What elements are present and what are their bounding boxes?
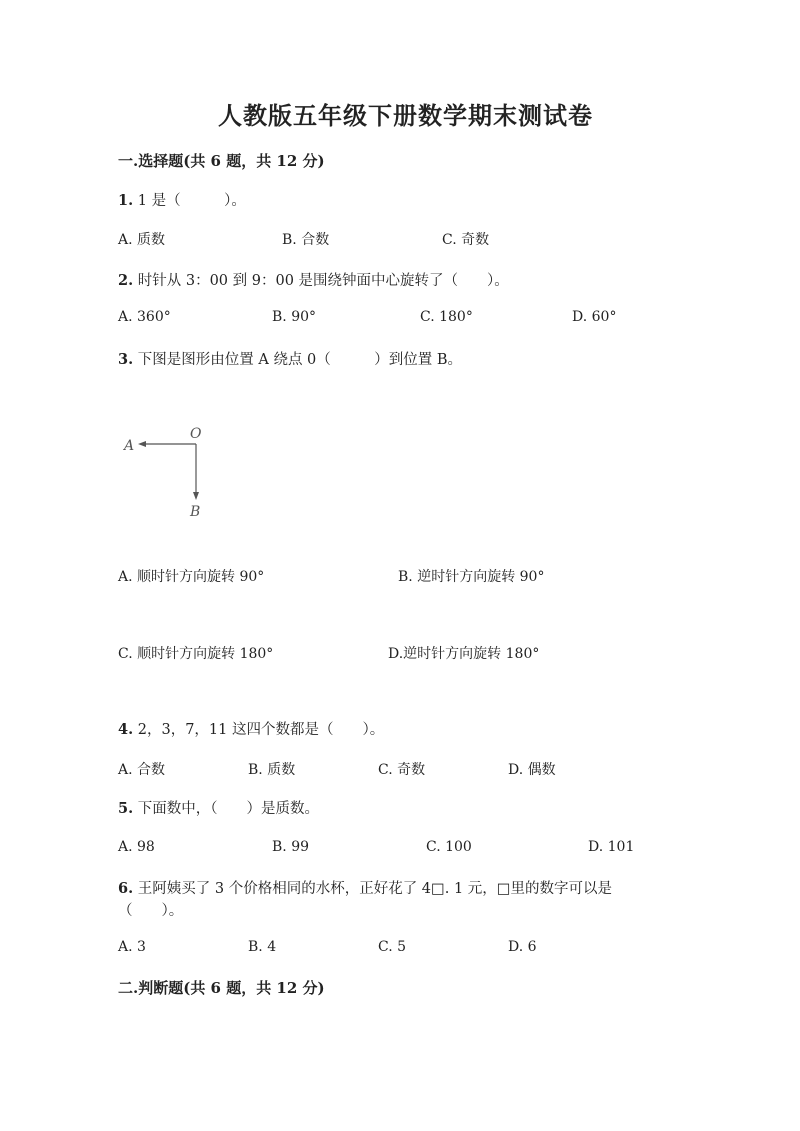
option-2c: C. 180° [420, 309, 473, 325]
arrow-left-icon [138, 441, 146, 447]
option-6a: A. 3 [118, 939, 146, 955]
question-number: 2. [118, 272, 134, 289]
rotation-diagram [118, 420, 218, 520]
option-4c: C. 奇数 [378, 762, 426, 778]
option-1c: C. 奇数 [442, 232, 490, 248]
question-4 [118, 718, 384, 739]
option-1a: A. 质数 [118, 232, 166, 248]
option-3a: A. 顺时针方向旋转 90° [118, 569, 265, 585]
option-2b: B. 90° [272, 309, 317, 325]
question-3 [118, 348, 462, 369]
question-6 [118, 877, 612, 898]
question-text: 2，3，7，11 这四个数都是（ ）。 [137, 722, 385, 738]
question-text: 时针从 3：00 到 9：00 是围绕钟面中心旋转了（ ）。 [137, 273, 509, 289]
question-number: 4. [118, 721, 134, 738]
question-number: 6. [118, 880, 134, 897]
arrow-down-icon [193, 492, 199, 500]
option-6d: D. 6 [508, 939, 537, 955]
question-text: 1 是（ ）。 [137, 193, 246, 209]
option-2a: A. 360° [118, 309, 171, 325]
label-b: B [190, 504, 201, 520]
page-title: 人教版五年级下册数学期末测试卷 [218, 101, 593, 130]
option-5d: D. 101 [588, 839, 635, 855]
option-1b: B. 合数 [282, 232, 330, 248]
option-3c: C. 顺时针方向旋转 180° [118, 646, 274, 662]
question-number: 1. [118, 192, 134, 209]
label-o: O [190, 426, 202, 442]
option-5b: B. 99 [272, 839, 310, 855]
question-2 [118, 269, 509, 290]
option-3b: B. 逆时针方向旋转 90° [398, 569, 545, 585]
question-5 [118, 797, 319, 818]
option-5c: C. 100 [426, 839, 472, 855]
option-6c: C. 5 [378, 939, 407, 955]
option-4a: A. 合数 [118, 762, 166, 778]
option-4d: D. 偶数 [508, 762, 556, 778]
question-1 [118, 189, 246, 210]
label-a: A [124, 438, 135, 454]
question-number: 5. [118, 800, 134, 817]
option-2d: D. 60° [572, 309, 617, 325]
section-heading-choice: 一.选择题(共 6 题，共 12 分) [118, 152, 325, 170]
option-4b: B. 质数 [248, 762, 296, 778]
question-text: 下面数中，（ ）是质数。 [137, 801, 319, 817]
question-number: 3. [118, 351, 134, 368]
option-5a: A. 98 [118, 839, 155, 855]
question-text: 王阿姨买了 3 个价格相同的水杯，正好花了 4□. 1 元，□里的数字可以是 [137, 881, 612, 897]
question-text: 下图是图形由位置 A 绕点 0（ ）到位置 B。 [137, 352, 463, 368]
section-heading-judgment: 二.判断题(共 6 题，共 12 分) [118, 979, 325, 997]
option-3d: D.逆时针方向旋转 180° [388, 646, 540, 662]
option-6b: B. 4 [248, 939, 277, 955]
question-6-continuation: （ ）。 [118, 903, 184, 919]
